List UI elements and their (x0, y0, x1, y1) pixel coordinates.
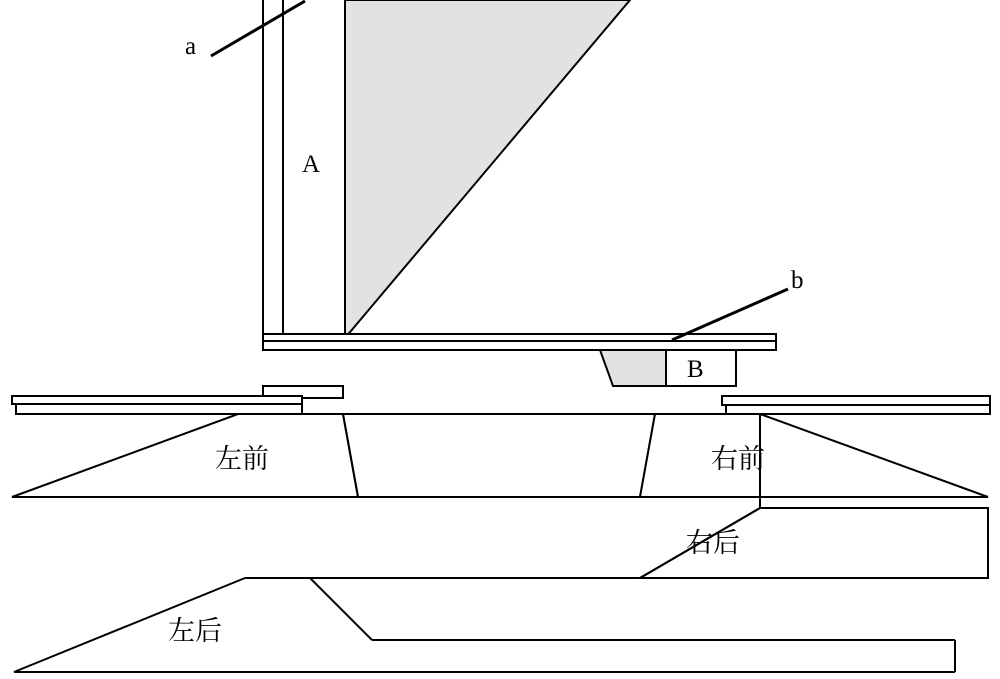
leader-line-b (672, 289, 788, 340)
gray-triangle-web (345, 0, 630, 338)
deck-bar-upper (263, 334, 776, 341)
left-rail-bar-upper (12, 396, 302, 404)
label-left-rear: 左后 (168, 616, 222, 647)
deck-bar-lower (263, 341, 776, 350)
label-left-front: 左前 (215, 444, 269, 475)
right-rail-bar-lower (726, 405, 990, 414)
right-front-wedge (640, 414, 988, 497)
right-rail-bar-upper (722, 396, 990, 405)
label-right-rear: 右后 (686, 528, 740, 559)
label-part-b: B (687, 356, 704, 383)
label-leader-a: a (185, 33, 197, 60)
left-front-wedge (12, 414, 358, 497)
left-rear-ramp (14, 578, 955, 672)
left-rail-bar-lower (16, 404, 302, 414)
leader-line-a (211, 1, 305, 56)
label-right-front: 右前 (711, 444, 765, 475)
vertical-plate-a (263, 0, 283, 338)
gusset-b (600, 350, 666, 386)
label-leader-b: b (791, 267, 804, 294)
label-part-a: A (302, 151, 321, 178)
